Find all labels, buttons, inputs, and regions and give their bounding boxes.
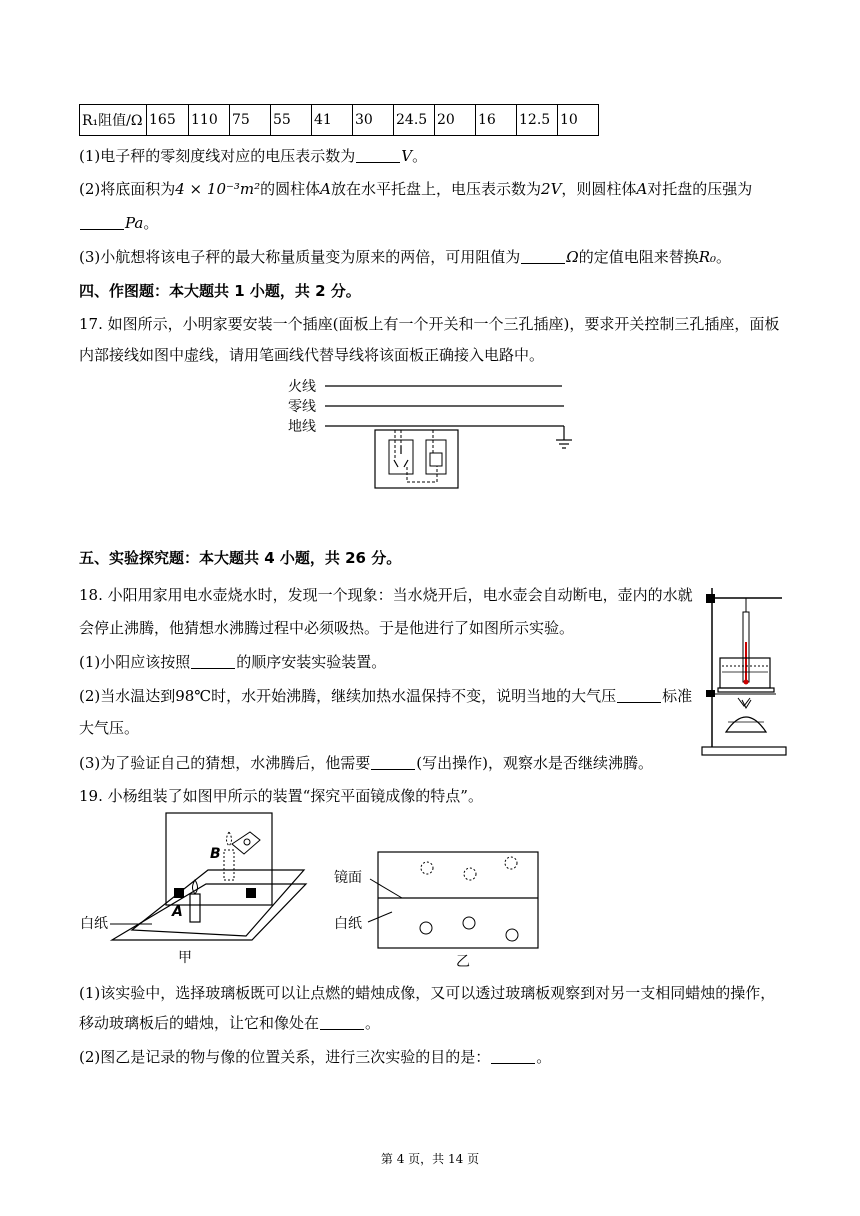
q19-part1-cont: 移动玻璃板后的蜡烛，让它和像处在 。 [79,1014,381,1032]
q19-part1: (1)该实验中，选择玻璃板既可以让点燃的蜡烛成像，又可以透过玻璃板观察到对另一支相同蜡烛的操作， [79,984,776,1002]
q19-line1: 19. 小杨组装了如图甲所示的装置“探究平面镜成像的特点”。 [79,787,483,805]
q19-part2: (2)图乙是记录的物与像的位置关系，进行三次实验的目的是： 。 [79,1048,552,1066]
q18-part3: (3)为了验证自己的猜想，水沸腾后，他需要 (写出操作)，观察水是否继续沸腾。 [79,754,653,772]
answer-blank[interactable] [521,249,565,264]
answer-blank[interactable] [491,1049,535,1064]
q16-part3: (3)小航想将该电子秤的最大称量质量变为原来的两倍，可用阻值为 Ω的定值电阻来替换R₀。 [79,248,732,266]
section-5-title: 五、实验探究题：本大题共 4 小题，共 26 分。 [79,549,402,567]
figure-b-caption: 乙 [456,954,470,970]
asbestos-mesh [718,688,774,692]
record-paper [378,852,538,948]
q17-line2: 内部接线如图中虚线，请用笔画线代替导线将该面板正确接入电路中。 [79,346,545,364]
q18-line1: 18. 小阳用家用电水壶烧水时，发现一个现象：当水烧开后，电水壶会自动断电，壶内的水就 [79,586,693,604]
answer-blank[interactable] [371,755,415,770]
plane-mirror-figure-b [330,846,550,970]
q18-line2: 会停止沸腾，他猜想水沸腾过程中必须吸热。于是他进行了如图所示实验。 [79,619,575,637]
table-header-cell: R₁阻值/Ω [80,105,147,136]
socket-panel [375,430,458,488]
object-mark [463,917,475,929]
image-mark [421,862,433,874]
label-b: B [210,846,221,862]
q18-part2: (2)当水温达到98℃时，水开始沸腾，继续加热水温保持不变，说明当地的大气压 标准 [79,687,693,705]
paper-label: 白纸 [80,916,108,932]
table-cell: 16 [476,105,517,136]
alcohol-lamp-icon [726,698,766,732]
table-cell: 110 [189,105,230,136]
eye-icon [232,832,260,854]
table-cell: 41 [312,105,353,136]
table-cell: 12.5 [517,105,558,136]
image-mark [464,868,476,880]
q16-part2: (2)将底面积为4 × 10⁻³m²的圆柱体A放在水平托盘上，电压表示数为2V，则圆柱体A对托盘的压强为 [79,180,753,198]
q18-part1: (1)小阳应该按照 的顺序安装实验装置。 [79,653,387,671]
object-mark [506,929,518,941]
table-cell: 24.5 [394,105,435,136]
plane-mirror-figure-a [74,810,314,970]
table-cell: 30 [353,105,394,136]
mirror-label: 镜面 [334,870,362,886]
page-footer: 第 4 页，共 14 页 [380,1152,480,1166]
ground-wire-label: 地线 [288,419,316,435]
live-wire-label: 火线 [288,379,316,395]
resistance-table [79,104,599,136]
answer-blank[interactable] [617,688,661,703]
object-mark [420,922,432,934]
label-a: A [172,904,183,920]
socket-wiring-figure [280,370,590,490]
white-paper-plane [132,870,304,936]
candle-a-icon [190,880,200,922]
table-cell: 165 [147,105,189,136]
table-cell: 10 [558,105,599,136]
ground-symbol-icon [556,426,572,448]
q18-part2-cont: 大气压。 [79,719,140,737]
stand-base [702,747,786,755]
neutral-wire-label: 零线 [288,399,316,415]
answer-blank[interactable] [80,215,124,230]
candle-b-icon [224,832,234,880]
figure-a-caption: 甲 [178,950,192,966]
image-mark [505,857,517,869]
boiling-apparatus-figure [698,582,790,758]
q17-line1: 17. 如图所示，小明家要安装一个插座(面板上有一个开关和一个三孔插座)，要求开关控制三孔插座，面板 [79,315,780,333]
answer-blank[interactable] [320,1015,364,1030]
q16-part2-cont: Pa。 [79,213,158,233]
thermometer-icon [743,612,749,685]
table-cell: 55 [271,105,312,136]
clamp-block [706,594,715,603]
answer-blank[interactable] [191,654,235,669]
section-4-title: 四、作图题：本大题共 1 小题，共 2 分。 [79,282,361,300]
table-cell: 75 [230,105,271,136]
paper-label: 白纸 [334,916,362,932]
answer-blank[interactable] [356,148,400,163]
table-cell: 20 [435,105,476,136]
q16-part1: (1)电子秤的零刻度线对应的电压表示数为 V。 [79,147,428,165]
